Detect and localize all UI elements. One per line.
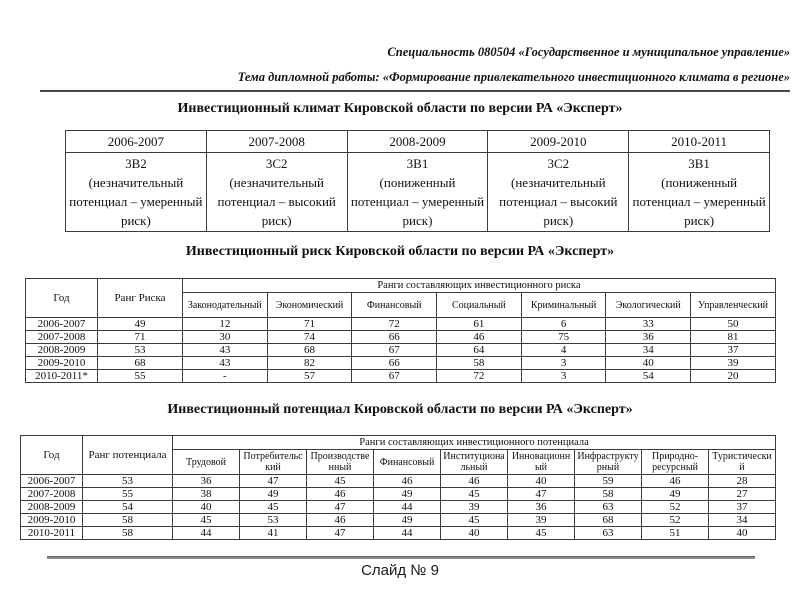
risk-subcolumn-header: Экологический <box>606 293 691 318</box>
rank-value-cell: 49 <box>642 488 709 501</box>
rank-value-cell: 53 <box>98 344 183 357</box>
climate-table-title: Инвестиционный климат Кировской области по версии РА «Эксперт» <box>177 101 623 116</box>
rank-value-cell: 49 <box>374 514 441 527</box>
rank-value-cell: 46 <box>441 475 508 488</box>
climate-rating-cell <box>629 153 770 232</box>
rank-value-cell: 54 <box>83 501 173 514</box>
rank-value-cell: 34 <box>709 514 776 527</box>
rating-code: 3B2 <box>125 156 147 171</box>
rank-value-cell: 46 <box>307 488 374 501</box>
rank-value-cell: 71 <box>98 331 183 344</box>
potential-subcolumn-header: Производственный <box>307 450 374 475</box>
rank-value-cell: 20 <box>691 370 776 383</box>
table-row <box>26 331 776 344</box>
year-column-header: 2008-2009 <box>347 131 488 153</box>
year-cell: 2009-2010 <box>21 514 83 527</box>
rank-value-cell: 47 <box>240 475 307 488</box>
rank-value-cell: 6 <box>521 318 606 331</box>
potential-subcolumn-header: Туристический <box>709 450 776 475</box>
rank-value-cell: 45 <box>173 514 240 527</box>
rank-value-cell: 58 <box>83 514 173 527</box>
rank-value-cell: 58 <box>575 488 642 501</box>
rating-code: 3C2 <box>265 156 288 171</box>
rank-value-cell: 82 <box>267 357 352 370</box>
thesis-topic-line: Тема дипломной работы: «Формирование привлекательного инвестиционного климата в регионе» <box>237 70 790 84</box>
rank-value-cell: 72 <box>437 370 522 383</box>
year-cell: 2007-2008 <box>26 331 98 344</box>
rank-value-cell: 12 <box>183 318 268 331</box>
year-cell: 2006-2007 <box>26 318 98 331</box>
risk-subcolumn-header: Управленческий <box>691 293 776 318</box>
rank-value-cell: 46 <box>374 475 441 488</box>
rank-value-cell: 55 <box>98 370 183 383</box>
potential-subcolumn-header: Трудовой <box>173 450 240 475</box>
rank-value-cell: 44 <box>374 527 441 540</box>
rank-value-cell: 72 <box>352 318 437 331</box>
risk-subcolumn-header: Финансовый <box>352 293 437 318</box>
rank-value-cell: 47 <box>307 501 374 514</box>
rank-value-cell: 27 <box>709 488 776 501</box>
rank-value-cell: 43 <box>183 344 268 357</box>
year-column-header: 2010-2011 <box>629 131 770 153</box>
rank-value-cell: 45 <box>441 488 508 501</box>
slide-header <box>40 44 790 92</box>
rank-value-cell: 46 <box>437 331 522 344</box>
rank-value-cell: 4 <box>521 344 606 357</box>
rank-value-cell: 68 <box>98 357 183 370</box>
rank-value-cell: 41 <box>240 527 307 540</box>
rating-description: (незначительный потенциал – высокий риск) <box>499 175 618 228</box>
climate-table <box>65 130 770 232</box>
potential-table-title: Инвестиционный потенциал Кировской области по версии РА «Эксперт» <box>167 402 633 417</box>
table-row <box>21 527 776 540</box>
rank-value-cell: 51 <box>642 527 709 540</box>
year-column-header: 2009-2010 <box>488 131 629 153</box>
rank-value-cell: 75 <box>521 331 606 344</box>
rank-value-cell: 53 <box>240 514 307 527</box>
year-cell: 2006-2007 <box>21 475 83 488</box>
rank-value-cell: 3 <box>521 370 606 383</box>
rank-value-cell: 43 <box>183 357 268 370</box>
rank-value-cell: 52 <box>642 514 709 527</box>
rank-value-cell: 40 <box>508 475 575 488</box>
rating-description: (незначительный потенциал – высокий риск) <box>217 175 336 228</box>
rank-value-cell: 39 <box>441 501 508 514</box>
potential-header-row-1 <box>21 436 776 450</box>
risk-subcolumn-header: Социальный <box>437 293 522 318</box>
rating-code: 3C2 <box>547 156 570 171</box>
table-row <box>26 318 776 331</box>
rank-value-cell: 58 <box>437 357 522 370</box>
rank-value-cell: 45 <box>240 501 307 514</box>
risk-header-row-1 <box>26 279 776 293</box>
rank-value-cell: 37 <box>709 501 776 514</box>
risk-subcolumn-header: Экономический <box>267 293 352 318</box>
rank-value-cell: 64 <box>437 344 522 357</box>
year-cell: 2009-2010 <box>26 357 98 370</box>
rank-value-cell: 74 <box>267 331 352 344</box>
year-cell: 2008-2009 <box>26 344 98 357</box>
rank-value-cell: 40 <box>173 501 240 514</box>
risk-rank-column-header: Ранг Риска <box>98 279 183 318</box>
rank-value-cell: 47 <box>508 488 575 501</box>
year-column-header: 2006-2007 <box>66 131 207 153</box>
year-column-header: Год <box>21 436 83 475</box>
year-column-header: Год <box>26 279 98 318</box>
year-cell: 2010-2011* <box>26 370 98 383</box>
slide-number: Слайд № 9 <box>361 562 439 579</box>
rank-value-cell: 71 <box>267 318 352 331</box>
potential-subcolumn-header: Инфраструктурный <box>575 450 642 475</box>
rank-value-cell: 30 <box>183 331 268 344</box>
rank-value-cell: 61 <box>437 318 522 331</box>
rating-code: 3B1 <box>406 156 429 171</box>
rank-value-cell: 68 <box>267 344 352 357</box>
table-row <box>21 514 776 527</box>
rank-value-cell: 44 <box>173 527 240 540</box>
rank-value-cell: 49 <box>98 318 183 331</box>
rank-value-cell: 45 <box>307 475 374 488</box>
potential-table <box>20 435 776 540</box>
rank-value-cell: 52 <box>642 501 709 514</box>
climate-header-row <box>66 131 770 153</box>
rank-value-cell: 47 <box>307 527 374 540</box>
table-row <box>26 344 776 357</box>
risk-components-group-header: Ранги составляющих инвестиционного риска <box>183 279 776 293</box>
risk-table-body <box>26 318 776 383</box>
rank-value-cell: 39 <box>691 357 776 370</box>
rank-value-cell: 49 <box>240 488 307 501</box>
table-row <box>21 475 776 488</box>
climate-data-row <box>66 153 770 232</box>
rank-value-cell: 28 <box>709 475 776 488</box>
rank-value-cell: 58 <box>83 527 173 540</box>
rank-value-cell: 46 <box>642 475 709 488</box>
table-row <box>21 501 776 514</box>
potential-subcolumn-header: Финансовый <box>374 450 441 475</box>
table-row <box>26 370 776 383</box>
rank-value-cell: 67 <box>352 344 437 357</box>
risk-table <box>25 278 776 383</box>
rank-value-cell: 68 <box>575 514 642 527</box>
rank-value-cell: 54 <box>606 370 691 383</box>
year-cell: 2010-2011 <box>21 527 83 540</box>
rank-value-cell: 66 <box>352 331 437 344</box>
climate-rating-cell <box>66 153 207 232</box>
rank-value-cell: 36 <box>606 331 691 344</box>
rank-value-cell: 49 <box>374 488 441 501</box>
potential-subcolumn-header: Институциональный <box>441 450 508 475</box>
rank-value-cell: 34 <box>606 344 691 357</box>
rank-value-cell: 63 <box>575 501 642 514</box>
footer-divider <box>47 556 755 559</box>
risk-table-title: Инвестиционный риск Кировской области по версии РА «Эксперт» <box>185 244 615 259</box>
climate-rating-cell <box>488 153 629 232</box>
risk-subcolumn-header: Законодательный <box>183 293 268 318</box>
rank-value-cell: 63 <box>575 527 642 540</box>
potential-components-group-header: Ранги составляющих инвестиционного потенциала <box>173 436 776 450</box>
rank-value-cell: 57 <box>267 370 352 383</box>
potential-subcolumn-header: Потребительский <box>240 450 307 475</box>
rank-value-cell: - <box>183 370 268 383</box>
rating-description: (незначительный потенциал – умеренный риск) <box>69 175 203 228</box>
rank-value-cell: 40 <box>709 527 776 540</box>
rank-value-cell: 40 <box>441 527 508 540</box>
rank-value-cell: 36 <box>508 501 575 514</box>
rank-value-cell: 40 <box>606 357 691 370</box>
rank-value-cell: 38 <box>173 488 240 501</box>
climate-rating-cell <box>347 153 488 232</box>
potential-subcolumn-header: Инновационный <box>508 450 575 475</box>
year-column-header: 2007-2008 <box>206 131 347 153</box>
rank-value-cell: 46 <box>307 514 374 527</box>
rank-value-cell: 53 <box>83 475 173 488</box>
rating-description: (пониженный потенциал – умеренный риск) <box>632 175 766 228</box>
table-row <box>26 357 776 370</box>
rank-value-cell: 66 <box>352 357 437 370</box>
year-cell: 2007-2008 <box>21 488 83 501</box>
rank-value-cell: 36 <box>173 475 240 488</box>
rank-value-cell: 67 <box>352 370 437 383</box>
risk-subcolumn-header: Криминальный <box>521 293 606 318</box>
rank-value-cell: 3 <box>521 357 606 370</box>
rating-code: 3B1 <box>688 156 710 171</box>
year-cell: 2008-2009 <box>21 501 83 514</box>
rank-value-cell: 59 <box>575 475 642 488</box>
specialty-line: Специальность 080504 «Государственное и муниципальное управление» <box>387 45 790 59</box>
potential-rank-column-header: Ранг потенциала <box>83 436 173 475</box>
rating-description: (пониженный потенциал – умеренный риск) <box>350 175 485 228</box>
potential-table-body <box>21 475 776 540</box>
rank-value-cell: 44 <box>374 501 441 514</box>
rank-value-cell: 45 <box>508 527 575 540</box>
rank-value-cell: 50 <box>691 318 776 331</box>
rank-value-cell: 39 <box>508 514 575 527</box>
rank-value-cell: 37 <box>691 344 776 357</box>
climate-rating-cell <box>206 153 347 232</box>
table-row <box>21 488 776 501</box>
rank-value-cell: 81 <box>691 331 776 344</box>
rank-value-cell: 55 <box>83 488 173 501</box>
potential-subcolumn-header: Природно-ресурсный <box>642 450 709 475</box>
rank-value-cell: 33 <box>606 318 691 331</box>
rank-value-cell: 45 <box>441 514 508 527</box>
